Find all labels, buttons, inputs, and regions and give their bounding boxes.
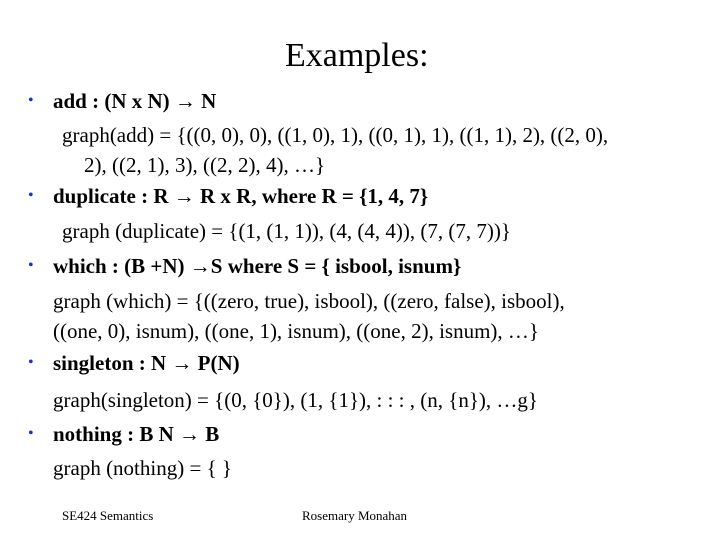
bullet-icon: • — [28, 354, 34, 371]
bullet-icon: • — [28, 425, 34, 442]
item-nothing-line-1: graph (nothing) = { } — [53, 456, 232, 480]
footer-course: SE424 Semantics — [62, 508, 154, 523]
item-duplicate-heading: duplicate : R → R x R, where R = {1, 4, 7} — [53, 184, 429, 208]
footer-author: Rosemary Monahan — [302, 508, 408, 523]
item-add-line-2: 2), ((2, 1), 3), ((2, 2), 4), …} — [84, 153, 326, 177]
item-duplicate-line-1: graph (duplicate) = {(1, (1, 1)), (4, (4, 4)), (7, (7, 7))} — [62, 219, 511, 243]
item-which-line-2: ((one, 0), isnum), ((one, 1), isnum), ((one, 2), isnum), …} — [53, 319, 539, 343]
slide-title: Examples: — [285, 37, 429, 74]
item-singleton-heading: singleton : N → P(N) — [53, 351, 240, 375]
item-add-line-1: graph(add) = {((0, 0), 0), ((1, 0), 1), ((0, 1), 1), ((1, 1), 2), ((2, 0), — [62, 123, 609, 147]
bullet-icon: • — [28, 257, 34, 274]
item-singleton-line-1: graph(singleton) = {(0, {0}), (1, {1}), : : : , (n, {n}), …g} — [53, 388, 538, 412]
item-which-heading: which : (B +N) →S where S = { isbool, isnum} — [53, 254, 462, 278]
item-which-line-1: graph (which) = {((zero, true), isbool), ((zero, false), isbool), — [53, 289, 565, 313]
bullet-icon: • — [28, 92, 34, 109]
bullet-icon: • — [28, 187, 34, 204]
item-add-heading: add : (N x N) → N — [53, 89, 217, 113]
item-nothing-heading: nothing : B N → B — [53, 422, 220, 446]
